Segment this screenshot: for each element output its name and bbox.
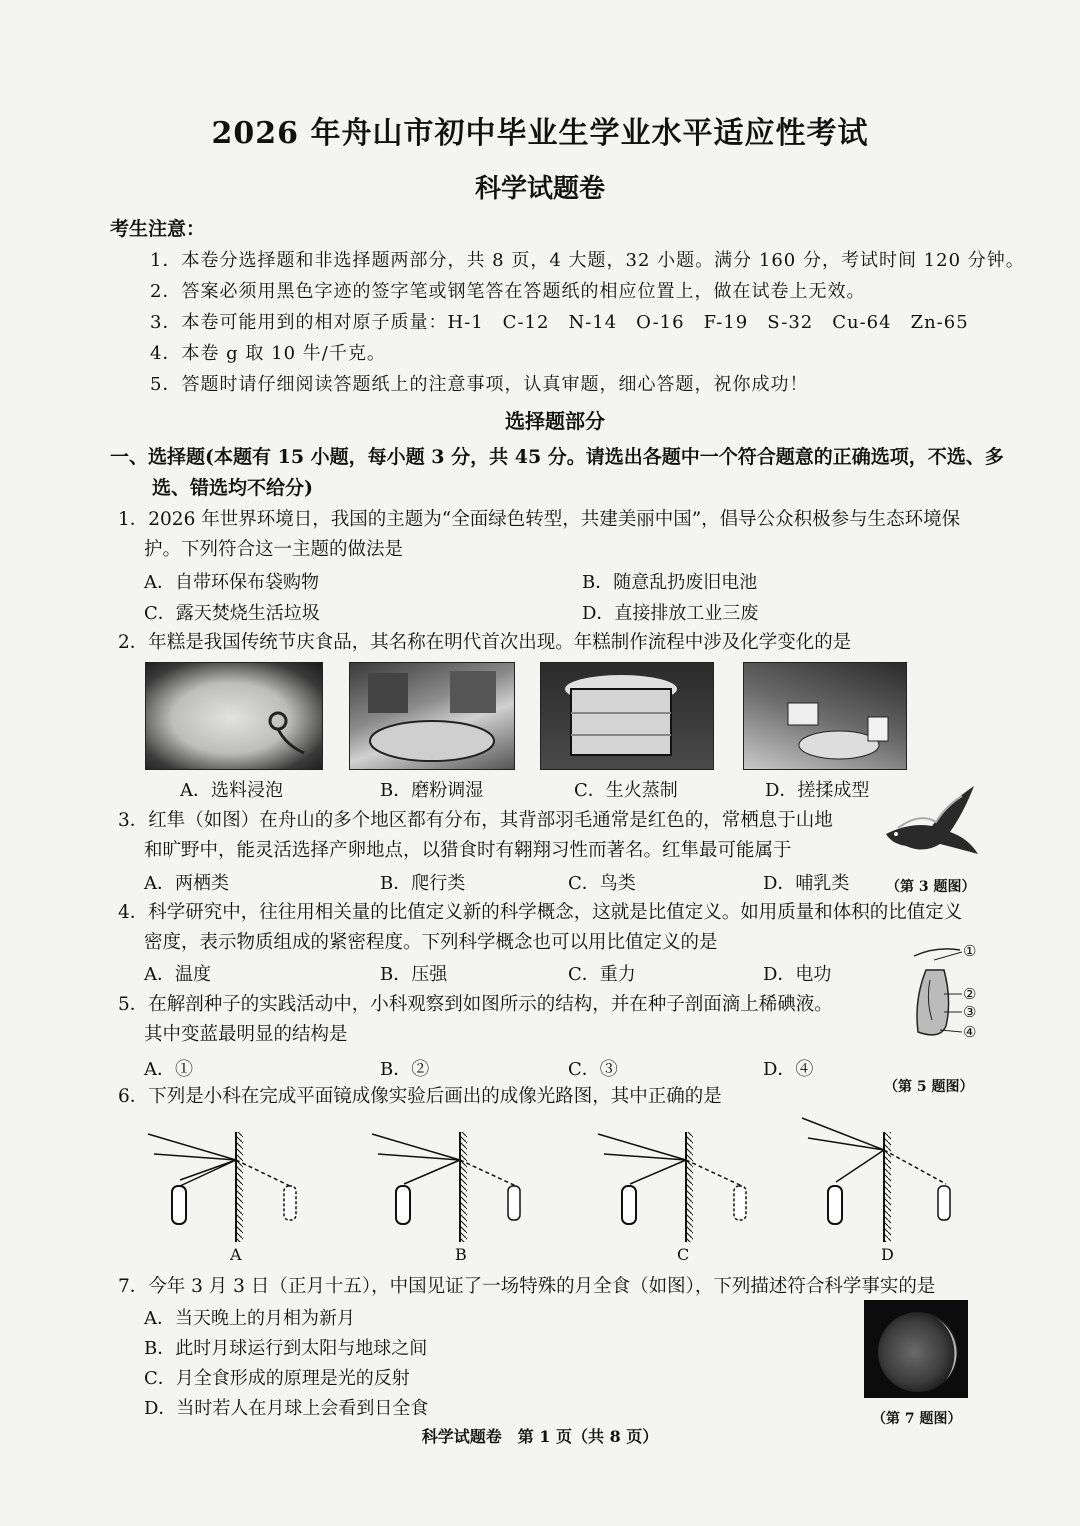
part-one-line: 一、选择题(本题有 15 小题，每小题 3 分，共 45 分。请选出各题中一个符合题意的正确选项，不选、多 [110,446,1004,468]
option-a: A．当天晚上的月相为新月 [144,1308,355,1329]
photo-caption-b: B．磨粉调湿 [380,780,484,801]
exam-title: 2026 年舟山市初中毕业生学业水平适应性考试 [211,116,869,151]
figure-7-caption: （第 7 题图） [872,1411,962,1427]
page-footer: 科学试题卷 第 1 页（共 8 页） [421,1427,659,1446]
question-6: 6．下列是小科在完成平面镜成像实验后画出的成像光路图，其中正确的是 [118,1086,722,1107]
photo-grinding [349,662,515,770]
question-1 [118,505,1008,565]
part-one-line: 选、错选均不给分) [152,477,313,499]
option-c: C．月全食形成的原理是光的反射 [144,1368,410,1389]
question-text: 密度，表示物质组成的紧密程度。下列科学概念也可以用比值定义的是 [144,932,718,953]
kestrel-icon [880,782,980,872]
diagram-label-c: C [677,1245,690,1264]
figure-3-caption: （第 3 题图） [886,879,976,895]
question-text: 1．2026 年世界环境日，我国的主题为“全面绿色转型，共建美丽中国”，倡导公众积极参与生态环境保 [118,509,961,530]
diagram-label-d: D [881,1245,894,1264]
section-heading: 选择题部分 [505,409,605,433]
option-a: A．自带环保布袋购物 [144,572,319,593]
option-b: B．此时月球运行到太阳与地球之间 [144,1338,428,1359]
ladle-icon [146,663,322,769]
question-7: 7．今年 3 月 3 日（正月十五），中国见证了一场特殊的月全食（如图），下列描述符合科学事实的是 [118,1276,936,1297]
option-a: A．两栖类 [144,873,229,894]
question-text: 3．红隼（如图）在舟山的多个地区都有分布，其背部羽毛通常是红色的，常栖息于山地 [118,810,833,831]
photo-soaking [145,662,323,770]
question-text: 和旷野中，能灵活选择产卵地点，以猎食时有翱翔习性而著名。红隼最可能属于 [144,840,792,861]
photo-steaming [540,662,714,770]
option-b: B．爬行类 [380,873,466,894]
question-text: 护。下列符合这一主题的做法是 [144,539,404,560]
option-d: D．哺乳类 [763,873,850,894]
diagram-b [372,1132,520,1242]
option-d: D．电功 [763,964,832,985]
photo-caption-d: D．搓揉成型 [765,780,870,801]
option-d: D．④ [763,1059,814,1080]
question-text: 4．科学研究中，往往用相关量的比值定义新的科学概念，这就是比值定义。如用质量和体积的比值定义 [118,902,963,923]
moon-icon [864,1300,968,1398]
lunar-eclipse-photo [864,1300,968,1398]
question-2: 2．年糕是我国传统节庆食品，其名称在明代首次出现。年糕制作流程中涉及化学变化的是 [118,632,852,653]
dough-icon [744,663,906,769]
exam-subtitle: 科学试题卷 [474,174,605,204]
figure-5-caption: （第 5 题图） [884,1079,974,1095]
question-3 [118,806,868,866]
option-a: A．① [144,1059,193,1080]
photo-kneading [743,662,907,770]
diagram-label-a: A [230,1245,242,1264]
diagram-d [802,1118,950,1242]
notice-item: 2．答案必须用黑色字迹的签字笔或钢笔答在答题纸的相应位置上，做在试卷上无效。 [150,281,866,302]
diagram-label-b: B [455,1245,467,1264]
photo-caption-c: C．生火蒸制 [574,780,678,801]
seed-diagram [900,940,990,1050]
notice-item: 3．本卷可能用到的相对原子质量：H-1 C-12 N-14 O-16 F-19 S-32 Cu-64 Zn-65 [150,312,969,333]
seed-label-2: ② [963,985,977,1003]
option-b: B．压强 [380,964,448,985]
question-4 [118,898,1008,958]
option-a: A．温度 [144,964,211,985]
diagram-c [598,1132,746,1242]
notice-item: 5．答题时请仔细阅读答题纸上的注意事项，认真审题，细心答题，祝你成功！ [150,374,809,395]
option-c: C．鸟类 [568,873,636,894]
question-5 [118,990,878,1050]
photo-caption-a: A．选料浸泡 [180,780,283,801]
steamer-icon [541,663,713,769]
seed-label-3: ③ [963,1003,977,1021]
seed-label-4: ④ [963,1023,977,1041]
part-one-heading [110,442,1010,504]
option-b: B．随意乱扔废旧电池 [582,572,758,593]
diagram-a [148,1132,296,1242]
option-c: C．重力 [568,964,636,985]
question-text: 5．在解剖种子的实践活动中，小科观察到如图所示的结构，并在种子剖面滴上稀碘液。 [118,994,833,1015]
grinder-icon [350,663,514,769]
notice-item: 1．本卷分选择题和非选择题两部分，共 8 页，4 大题，32 小题。满分 160 分，考试时间 120 分钟。 [150,250,1025,271]
question-text: 其中变蓝最明显的结构是 [144,1024,348,1045]
seed-label-1: ① [963,942,977,960]
option-d: D．直接排放工业三废 [582,603,759,624]
mirror-diagrams [140,1112,1000,1252]
option-c: C．③ [568,1059,618,1080]
option-c: C．露天焚烧生活垃圾 [144,603,320,624]
notice-heading: 考生注意： [110,218,206,240]
option-b: B．② [380,1059,430,1080]
option-d: D．当时若人在月球上会看到日全食 [144,1398,429,1419]
notice-item: 4．本卷 g 取 10 牛/千克。 [150,343,386,364]
